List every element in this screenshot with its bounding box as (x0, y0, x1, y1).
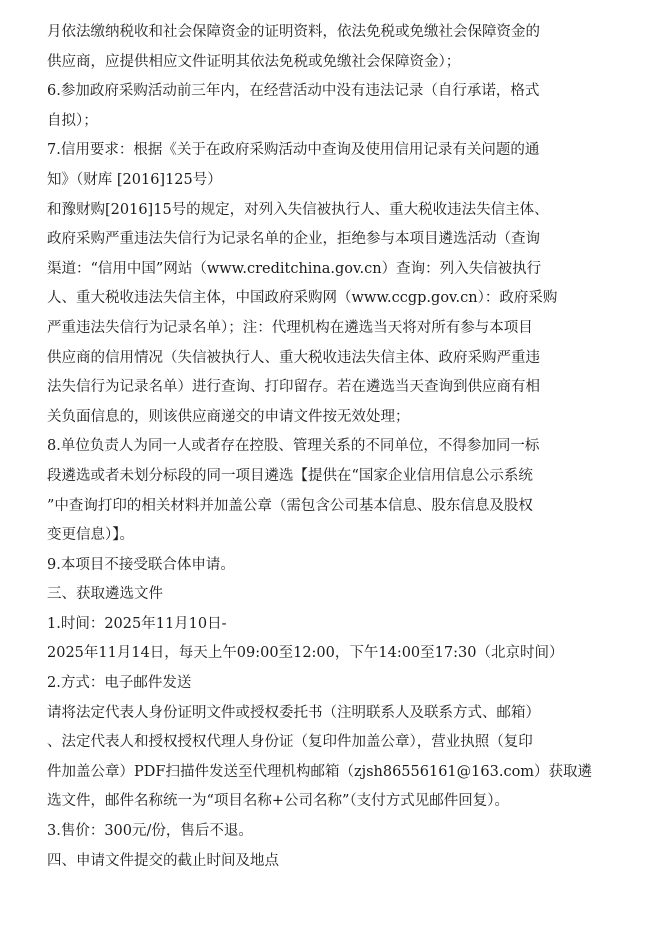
text-line: 变更信息）】。 (47, 527, 134, 544)
text-line: 9.本项目不接受联合体申请。 (47, 556, 235, 573)
text-line: ”中查询打印的相关材料并加盖公章（需包含公司基本信息、股东信息及股权 (47, 497, 533, 514)
text-line: 2.方式：电子邮件发送 (47, 675, 192, 692)
text-line: 3.售价：300元/份，售后不退。 (47, 823, 253, 840)
text-line: 人、重大税收违法失信主体，中国政府采购网（www.ccgp.gov.cn）：政府采购 (47, 290, 558, 307)
text-line: 1.时间：2025年11月10日- (47, 615, 227, 632)
text-line: 知》（财库 [2016]125号） (47, 171, 222, 188)
text-line: 供应商，应提供相应文件证明其依法免税或免缴社会保障资金）； (47, 53, 461, 70)
text-line: 6.参加政府采购活动前三年内，在经营活动中没有违法记录（自行承诺，格式 (47, 83, 540, 100)
text-line: 2025年11月14日，每天上午09:00至12:00，下午14:00至17:30（北京时间） (47, 645, 564, 662)
text-line: 月依法缴纳税收和社会保障资金的证明资料，依法免税或免缴社会保障资金的 (47, 24, 540, 40)
text-line: 政府采购严重违法失信行为记录名单的企业，拒绝参与本项目遴选活动（查询 (47, 231, 540, 248)
text-line: 关负面信息的，则该供应商递交的申请文件按无效处理； (47, 408, 410, 425)
section-heading: 三、获取遴选文件 (47, 586, 163, 603)
text-line: 7.信用要求：根据《关于在政府采购活动中查询及使用信用记录有关问题的通 (47, 142, 540, 159)
text-line: 严重违法失信行为记录名单）；注：代理机构在遴选当天将对所有参与本项目 (47, 319, 533, 336)
text-line: 请将法定代表人身份证明文件或授权委托书（注明联系人及联系方式、邮箱） (47, 704, 540, 721)
text-line: 选文件，邮件名称统一为“项目名称+公司名称”（支付方式见邮件回复）。 (47, 793, 509, 810)
text-line: 和豫财购[2016]15号的规定，对列入失信被执行人、重大税收违法失信主体、 (47, 201, 549, 218)
text-line: 8.单位负责人为同一人或者存在控股、管理关系的不同单位，不得参加同一标 (47, 438, 540, 455)
section-heading: 四、申请文件提交的截止时间及地点 (47, 852, 279, 869)
text-line: 自拟）； (47, 112, 98, 129)
text-line: 渠道：“信用中国”网站（www.creditchina.gov.cn）查询：列入失信被执行 (47, 260, 542, 277)
text-line: 段遴选或者未划分标段的同一项目遴选【提供在“国家企业信用信息公示系统 (47, 467, 533, 484)
text-line: 件加盖公章）PDF扫描件发送至代理机构邮箱（zjsh86556161@163.com）获取遴 (47, 763, 593, 780)
text-line: 、法定代表人和授权授权代理人身份证（复印件加盖公章），营业执照（复印 (47, 734, 533, 751)
text-line: 供应商的信用情况（失信被执行人、重大税收违法失信主体、政府采购严重违 (47, 349, 540, 366)
text-line: 法失信行为记录名单）进行查询、打印留存。若在遴选当天查询到供应商有相 (47, 379, 540, 396)
